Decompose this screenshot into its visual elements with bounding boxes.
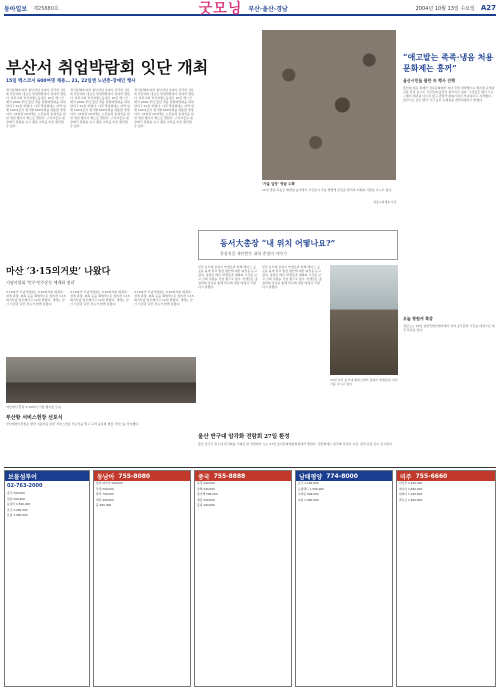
feature-body-col1: 부산 동서대 총장이 학생들과 함께 캠퍼스 곳곳을 돌며 학교 발전 방안에 대한 의견을 듣고 있다. 총장은 매주 학생들과 대화의 시간을 갖고 건의 사항을 직접 챙기고 있다. 학생들은 총장과의 만남을 통해 학교에 대한 애정이 커졌다고 말했다. [198, 265, 258, 289]
feature-body-col2: 부산 동서대 총장이 학생들과 함께 캠퍼스 곳곳을 돌며 학교 발전 방안에 대한 의견을 듣고 있다. 총장은 매주 학생들과 대화의 시간을 갖고 건의 사항을 직접 챙기고 있다. 학생들은 총장과의 만남을 통해 학교에 대한 애정이 커졌다고 말했다. [262, 265, 322, 289]
page-number: A27 [480, 4, 496, 12]
small-body: 부산해양수산청은 항만 이용자를 위한 서비스헌장 선포식을 열고 고객 중심의 행정 서비스를 약속했다. [6, 422, 140, 426]
main-body-col2: 경기침체에 따른 청년실업 문제가 심각한 가운데 부산에서 대규모 취업박람회가 잇따라 열린다. 부산시와 부산지방노동청은 15일 벡스코에서 2004 부산·울산·경남 취업박람회를 개최한다고 12일 밝혔다. 이번 박람회에는 지역 업체 100여곳이 참가해 600여명을 채용할 예정이다. 21일과 22일에는 노년층과 장애인을 위한 취업 행사가 별도로 열린다. 구직자들은 현장에서 면접을 보고 채용 여부를 바로 확인할 수 있다. [70, 88, 130, 128]
ad-americas-phone: 755-6660 [415, 472, 448, 480]
masan-photo [6, 357, 196, 403]
ad-china-item-1: 북경 299,000 [197, 481, 215, 485]
bottom-body: 울산 울주군 반구대 암각화를 주제로 한 전람회가 오는 27일 울산문화예술회관에서 열린다. 전람회에는 암각화 탁본과 사진, 관련 유물 등이 전시된다. [198, 442, 393, 446]
issue-number: 제25880호 [33, 5, 59, 12]
ad-pacific-header [296, 471, 392, 481]
publication-date: 2004년 10월 13일 수요일 [415, 5, 475, 12]
bottom-headline: 울산 반구대 암각화 전람회 27일 환정 [198, 434, 290, 440]
right-subhead: 울산시민들 불만 속 행사 진행 [403, 78, 455, 83]
ad-sea-item-4: 세부 499,000 [96, 497, 114, 502]
ad-china-phone: 755-8888 [213, 472, 246, 480]
ad-southeast-asia[interactable] [93, 470, 191, 687]
ad-tour-name: 보물섬투어 [8, 473, 37, 481]
photo-credit: 하동=최재호기자 [373, 200, 396, 204]
ad-americas-name: 미주 [400, 473, 412, 481]
ad-tour-item-4: 호주 1,290,000 [7, 507, 28, 512]
masan-subhead: 기념사업회 ‘민주·민주운동 체계화 정리’ [6, 280, 76, 285]
main-subhead: 15일 벡스코서 600여명 채용… 21, 22일엔 노년층·장애인 행사 [6, 79, 136, 84]
right-sub2-title: 오늘 창원서 특강 [403, 316, 433, 321]
feature-subhead: 총장직을 제안받은 대학 총장의 이야기 [220, 251, 287, 256]
persimmon-photo [262, 30, 396, 180]
ad-pacific-item-3: 사이판 599,000 [298, 492, 319, 497]
ad-china[interactable] [194, 470, 292, 687]
masan-body-col3: 3·15의거 기념사업회는 3·15의거의 배경과 전개 과정, 의의 등을 체계적으로 정리한 3·15의거사를 발간했다고 12일 밝혔다. 책에는 당시 사진과 증언 자료가 함께 실렸다. [134, 290, 194, 306]
masan-body-col1: 3·15의거 기념사업회는 3·15의거의 배경과 전개 과정, 의의 등을 체계적으로 정리한 3·15의거사를 발간했다고 12일 밝혔다. 책에는 당시 사진과 증언 자료가 함께 실렸다. [6, 290, 66, 306]
ad-tour-item-5: 유럽 1,990,000 [7, 513, 28, 518]
ad-americas-item-3: 하와이 1,190,000 [399, 492, 423, 497]
ad-pacific-phone: 774-8000 [326, 472, 358, 480]
newspaper-name: 동아일보 [4, 5, 28, 13]
photo-caption-title: '가을 입맛' 영글 수확 [262, 182, 295, 186]
right-sub2-body: 경남도는 13일 창원컨벤션센터에서 지역 공무원과 시민을 대상으로 혁신 특강을 연다. [403, 324, 495, 332]
ad-pacific-name: 남태평양 [299, 473, 323, 481]
ad-china-item-4: 계림 529,000 [197, 497, 215, 502]
ad-sea-header [94, 471, 190, 481]
ad-separator [4, 467, 496, 468]
ad-china-item-5: 홍콩 499,000 [197, 503, 215, 508]
ad-china-item-3: 장가계 599,000 [197, 492, 218, 497]
ad-tour-item-1: 중국 399,000 [7, 491, 25, 495]
main-body-col3: 경기침체에 따른 청년실업 문제가 심각한 가운데 부산에서 대규모 취업박람회가 잇따라 열린다. 부산시와 부산지방노동청은 15일 벡스코에서 2004 부산·울산·경남 취업박람회를 개최한다고 12일 밝혔다. 이번 박람회에는 지역 업체 100여곳이 참가해 600여명을 채용할 예정이다. 21일과 22일에는 노년층과 장애인을 위한 취업 행사가 별도로 열린다. 구직자들은 현장에서 면접을 보고 채용 여부를 바로 확인할 수 있다. [134, 88, 194, 128]
ad-china-header [195, 471, 291, 481]
ad-pacific-item-1: 호주 1,190,000 [298, 481, 319, 485]
ad-sea-phone: 755-8080 [118, 472, 151, 480]
section-logo: 굿모닝 [198, 1, 243, 17]
right-body: 울산의 대표 축제인 처용문화제가 지난 주말 개막했으나 행사장 운영과 교통 혼잡 등으로 시민들의 불만이 쏟아지고 있다. 시민들은 행사 프로그램이 예년과 다르지 않고 관람객 편의시설이 부족하다고 지적했다. 울산시는 남은 행사 기간 동안 문제점을 개선하겠다고 밝혔다. [403, 86, 495, 102]
ad-americas-item-2: 캐나다 1,690,000 [399, 486, 423, 491]
ad-sea-item-1: 방콕 파타야 399,000 [96, 481, 123, 485]
ad-tour-header [5, 471, 89, 481]
ad-americas-item-4: 멕시코 1,990,000 [399, 497, 423, 502]
ad-sea-item-5: 괌 690,000 [96, 503, 112, 508]
ad-pacific-item-4: 피지 1,390,000 [298, 497, 319, 502]
small-headline: 부산항 서비스헌장 선포식 [6, 415, 63, 421]
masan-body-col2: 3·15의거 기념사업회는 3·15의거의 배경과 전개 과정, 의의 등을 체계적으로 정리한 3·15의거사를 발간했다고 12일 밝혔다. 책에는 당시 사진과 증언 자료가 함께 실렸다. [70, 290, 130, 306]
main-body-col1: 경기침체에 따른 청년실업 문제가 심각한 가운데 부산에서 대규모 취업박람회가 잇따라 열린다. 부산시와 부산지방노동청은 15일 벡스코에서 2004 부산·울산·경남 취업박람회를 개최한다고 12일 밝혔다. 이번 박람회에는 지역 업체 100여곳이 참가해 600여명을 채용할 예정이다. 21일과 22일에는 노년층과 장애인을 위한 취업 행사가 별도로 열린다. 구직자들은 현장에서 면접을 보고 채용 여부를 바로 확인할 수 있다. [6, 88, 66, 128]
ad-china-item-2: 상해 349,000 [197, 486, 215, 491]
ad-americas-header [397, 471, 495, 481]
masan-photo-caption: 마산에서 열린 3·15의거 기념 행사장 모습 [6, 405, 61, 409]
ad-tour-item-3: 동남아 1,590,000 [7, 502, 31, 507]
ad-tour-item-2: 일본 590,000 [7, 496, 25, 501]
feature-photo-caption: 12일 부산 동서대 캠퍼스에서 총장이 학생들과 이야기를 나누고 있다. [330, 378, 398, 386]
ad-tour-phone: 02-763-2000 [7, 483, 43, 489]
ad-americas[interactable] [396, 470, 496, 687]
ad-tour-company[interactable] [4, 470, 90, 687]
feature-headline: 동서大총장 “내 위치 어떻나요?” [220, 238, 336, 248]
right-headline: “애고발는 족족·냉음 처용문화제는 흥꺼” [403, 52, 494, 73]
feature-photo [330, 265, 398, 375]
ad-sea-item-3: 발리 799,000 [96, 492, 114, 497]
ad-pacific-item-2: 뉴질랜드 1,590,000 [298, 486, 324, 491]
ad-americas-item-1: 미서부 1,490,000 [399, 481, 423, 485]
ad-sea-item-2: 푸켓 599,000 [96, 486, 114, 491]
ad-south-pacific[interactable] [295, 470, 393, 687]
masan-headline: 마산 ‘3·15의거史’ 나왔다 [6, 267, 111, 277]
ad-china-name: 중국 [198, 473, 210, 481]
page-header [4, 2, 496, 16]
photo-caption-body: 12일 경남 하동군 화개면 농가에서 주민들이 가을 햇볕에 곶감을 말리며 수확의 기쁨을 나누고 있다. [262, 188, 393, 192]
section-region: 부산·울산·경남 [248, 5, 288, 13]
ad-sea-name: 동남아 [97, 473, 115, 481]
main-headline: 부산서 취업박람회 잇단 개최 [6, 58, 209, 77]
